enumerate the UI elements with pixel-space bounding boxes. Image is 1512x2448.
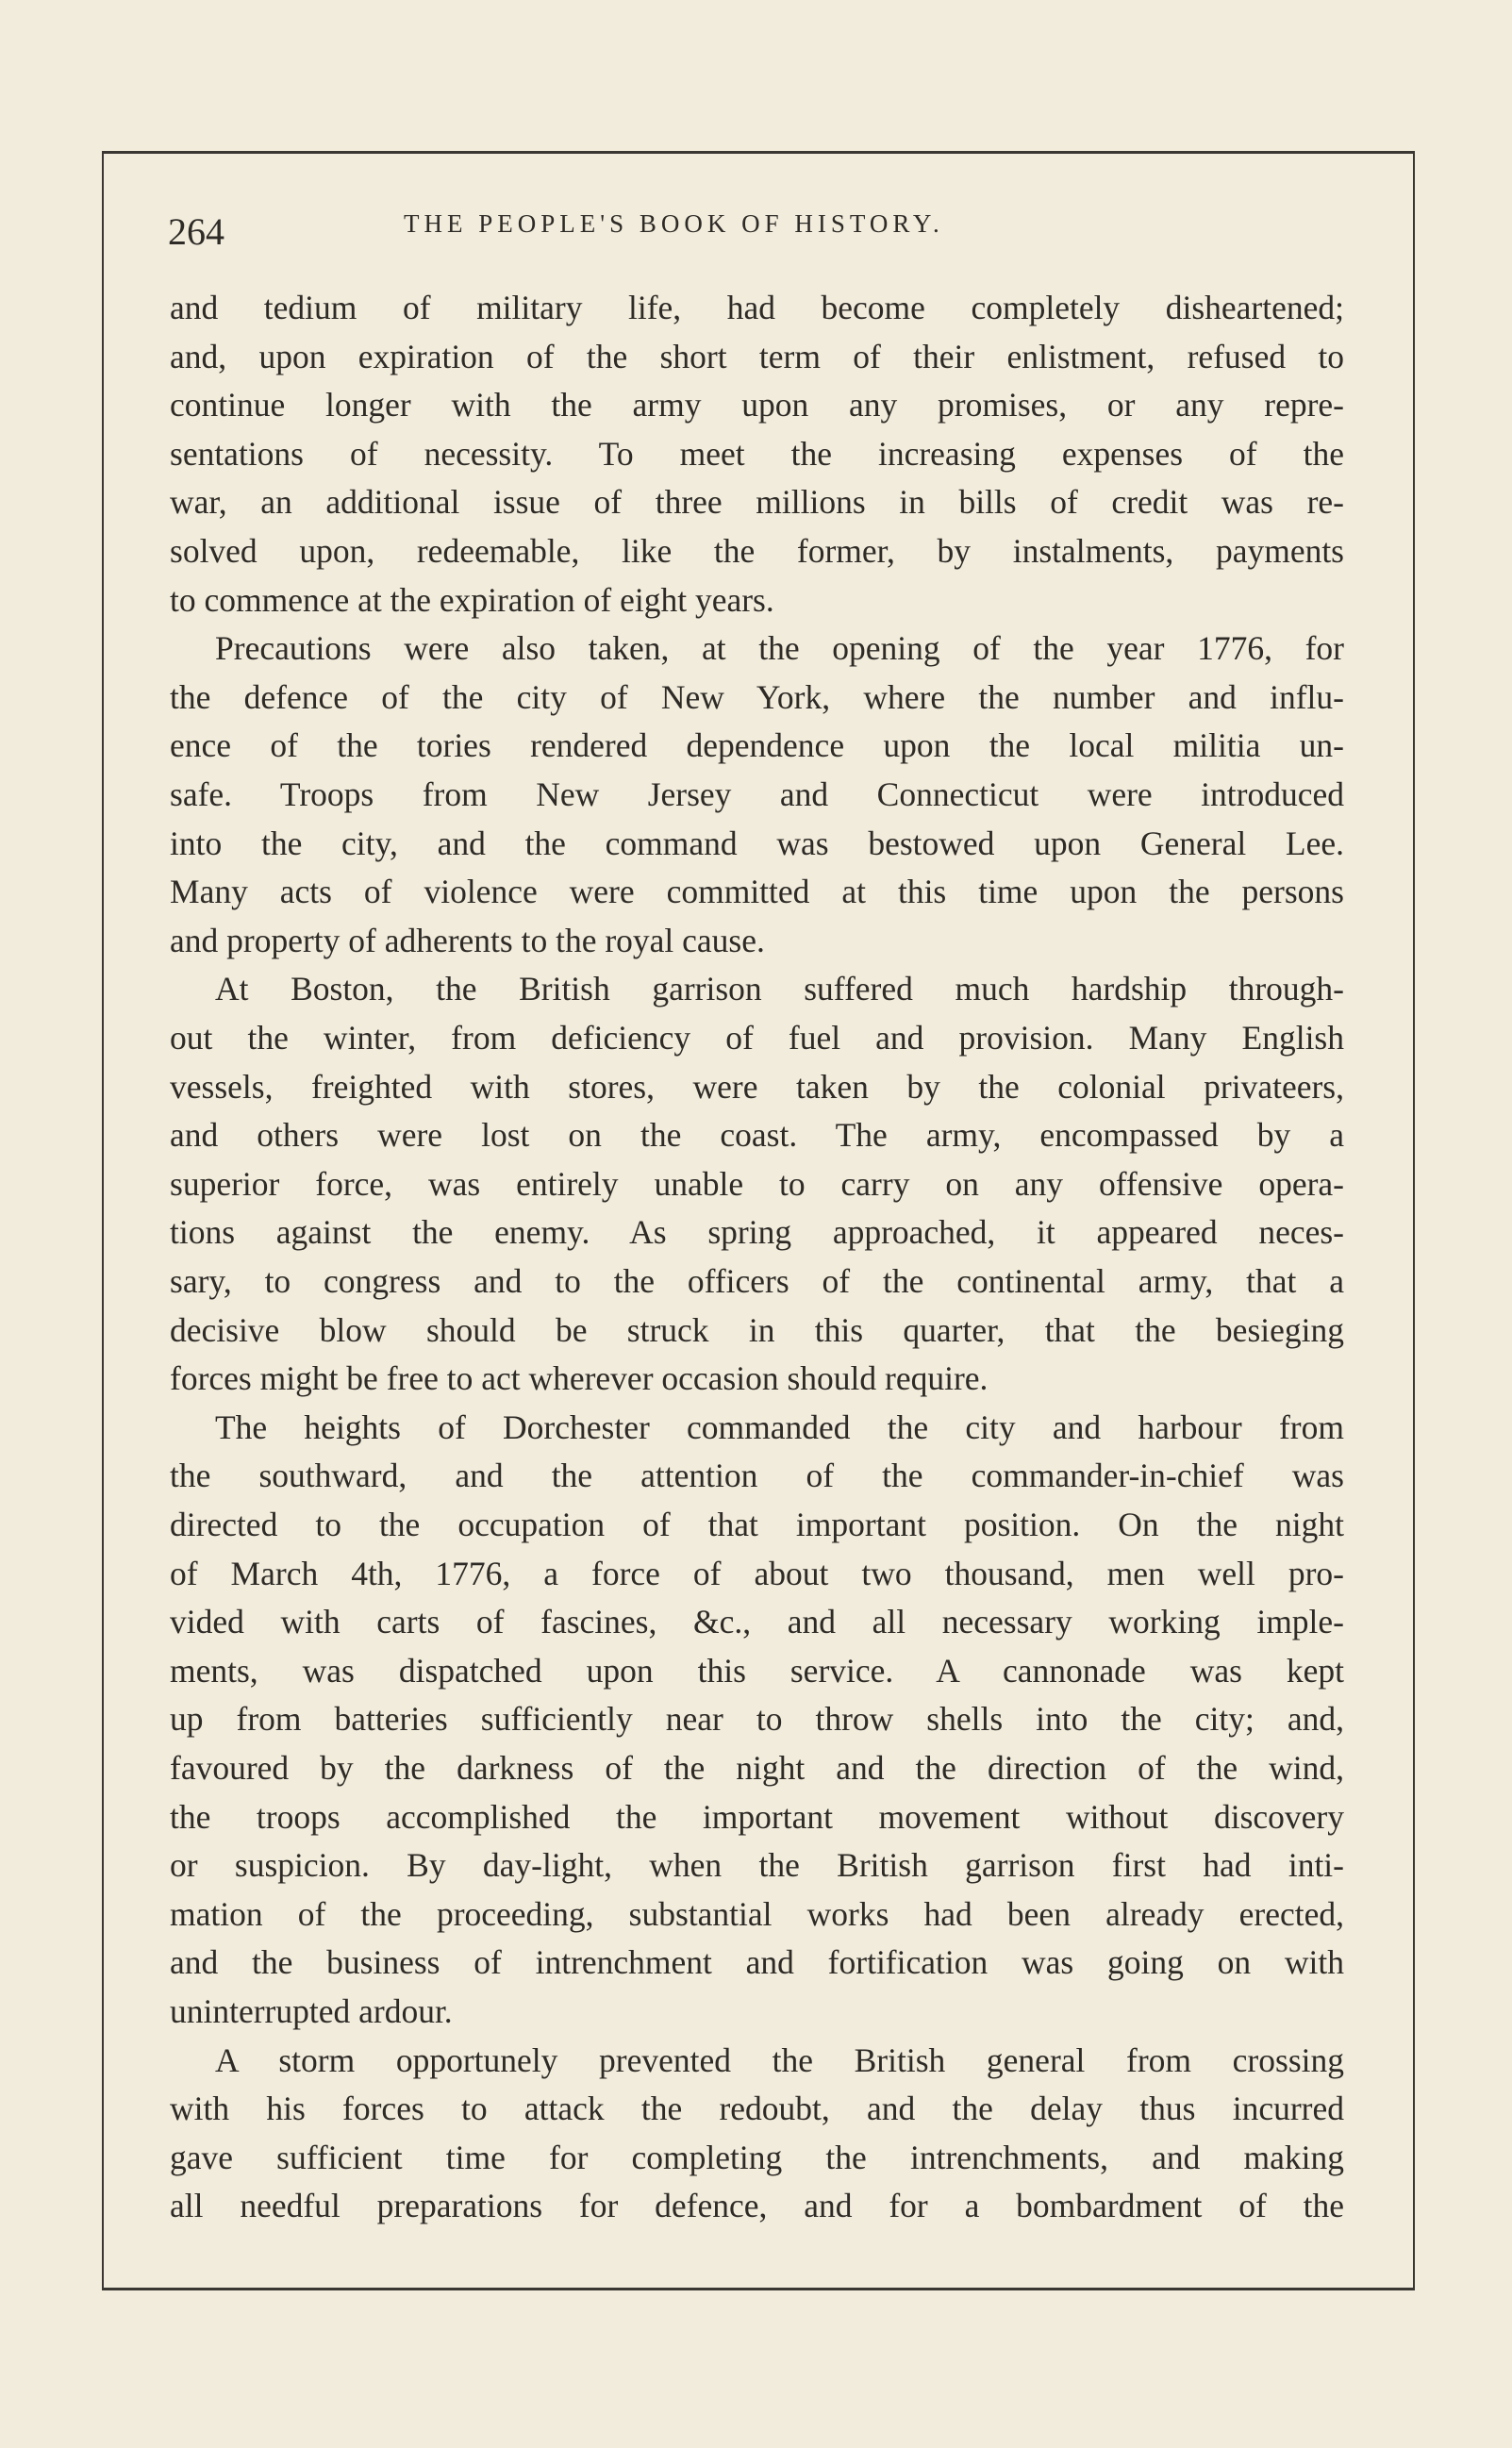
text-line: out the winter, from deficiency of fuel and provision. Many English [170, 1019, 1344, 1057]
page-number: 264 [168, 210, 224, 253]
text-line: Many acts of violence were committed at this time upon the persons [170, 873, 1344, 911]
text-line: war, an additional issue of three millions in bills of credit was re- [170, 483, 1344, 522]
text-line: with his forces to attack the redoubt, and the delay thus incurred [170, 2090, 1344, 2128]
text-line: ence of the tories rendered dependence upon the local militia un- [170, 726, 1344, 765]
text-line: ments, was dispatched upon this service. A cannonade was kept [170, 1651, 1344, 1690]
text-line: gave sufficient time for completing the intrenchments, and making [170, 2138, 1344, 2176]
text-line: into the city, and the command was bestowed upon General Lee. [170, 824, 1344, 862]
text-line: and others were lost on the coast. The army, encompassed by a [170, 1116, 1344, 1155]
text-line: superior force, was entirely unable to carry on any offensive opera- [170, 1164, 1344, 1203]
text-line: uninterrupted ardour. [170, 1992, 453, 2030]
text-line: or suspicion. By day-light, when the British garrison first had inti- [170, 1846, 1344, 1885]
text-line: up from batteries sufficiently near to throw shells into the city; and, [170, 1700, 1344, 1739]
running-head: THE PEOPLE'S BOOK OF HISTORY. [404, 209, 944, 238]
text-line: directed to the occupation of that important position. On the night [170, 1506, 1344, 1543]
text-line: the southward, and the attention of the commander-in-chief was [170, 1457, 1344, 1495]
text-line: and the business of intrenchment and fortification was going on with [170, 1943, 1344, 1982]
text-line: sentations of necessity. To meet the increasing expenses of the [170, 434, 1344, 473]
text-line: and tedium of military life, had become completely disheartened; [170, 289, 1344, 326]
text-line: The heights of Dorchester commanded the city and harbour from [215, 1407, 1344, 1446]
text-line: the defence of the city of New York, where the number and influ- [170, 677, 1344, 716]
text-line: vided with carts of fascines, &c., and all necessary working imple- [170, 1603, 1344, 1641]
text-line: all needful preparations for defence, and for a bombardment of the [170, 2187, 1344, 2225]
text-line: tions against the enemy. As spring approached, it appeared neces- [170, 1213, 1344, 1252]
text-line: sary, to congress and to the officers of the continental army, that a [170, 1262, 1344, 1300]
text-line: to commence at the expiration of eight years. [170, 580, 774, 619]
text-line: A storm opportunely prevented the British general from crossing [215, 2040, 1344, 2079]
text-line: mation of the proceeding, substantial works had been already erected, [170, 1894, 1344, 1933]
text-line: At Boston, the British garrison suffered much hardship through- [215, 970, 1344, 1008]
text-line: continue longer with the army upon any promises, or any repre- [170, 386, 1344, 425]
text-line: of March 4th, 1776, a force of about two thousand, men well pro- [170, 1554, 1344, 1592]
text-line: safe. Troops from New Jersey and Connecticut were introduced [170, 775, 1344, 813]
text-line: forces might be free to act wherever occasion should require. [170, 1359, 989, 1398]
text-line: the troops accomplished the important movement without discovery [170, 1797, 1344, 1836]
text-line: and property of adherents to the royal cause. [170, 921, 765, 959]
text-line: and, upon expiration of the short term of their enlistment, refused to [170, 337, 1344, 375]
text-line: Precautions were also taken, at the opening of the year 1776, for [215, 629, 1344, 668]
text-line: favoured by the darkness of the night and the direction of the wind, [170, 1749, 1344, 1787]
text-line: solved upon, redeemable, like the former, by instalments, payments [170, 532, 1344, 570]
text-line: decisive blow should be struck in this quarter, that the besieging [170, 1310, 1344, 1349]
text-line: vessels, freighted with stores, were taken by the colonial privateers, [170, 1067, 1344, 1106]
